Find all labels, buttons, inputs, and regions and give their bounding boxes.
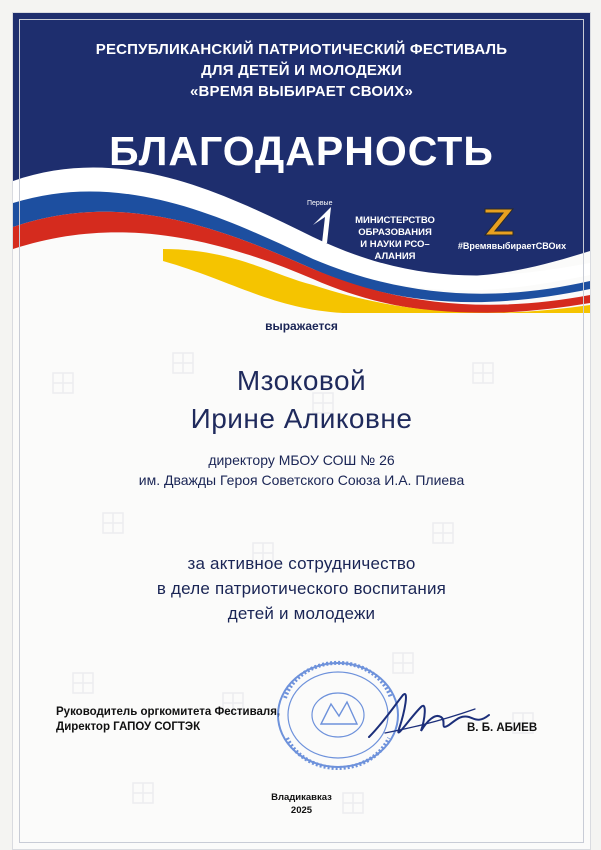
expresses-text: выражается bbox=[265, 319, 338, 333]
ministry-line-2: ОБРАЗОВАНИЯ bbox=[358, 227, 432, 238]
city-label: Владикавказ bbox=[271, 792, 332, 803]
reason-line-2: в деле патриотического воспитания bbox=[156, 579, 447, 598]
position-line-2: им. Дважды Героя Советского Союза И.А. Плиева bbox=[138, 472, 465, 488]
festival-line-3: «ВРЕМЯ ВЫБИРАЕТ СВОИХ» bbox=[189, 83, 414, 100]
pervye-logo-icon bbox=[305, 201, 339, 247]
hashtag-label: #ВремявыбираетСВОих bbox=[457, 241, 567, 251]
position-line-1: директору МБОУ СОШ № 26 bbox=[208, 452, 395, 468]
z-symbol-icon bbox=[481, 206, 517, 238]
certificate-sheet bbox=[12, 12, 591, 850]
year-label: 2025 bbox=[290, 805, 313, 816]
recipient-surname: Мзоковой bbox=[236, 365, 367, 396]
festival-line-1: РЕСПУБЛИКАНСКИЙ ПАТРИОТИЧЕСКИЙ ФЕСТИВАЛЬ bbox=[95, 41, 508, 58]
signer-name: В. Б. АБИЕВ bbox=[467, 722, 538, 734]
reason-line-3: детей и молодежи bbox=[227, 604, 376, 623]
gratitude-reason bbox=[13, 551, 590, 626]
recipient-name bbox=[13, 362, 590, 438]
signer-title bbox=[56, 705, 280, 735]
signer-title-line-1: Руководитель оргкомитета Фестиваля, bbox=[56, 706, 281, 718]
handwritten-signature bbox=[365, 685, 495, 755]
place-and-year bbox=[13, 791, 590, 817]
recipient-given-names: Ирине Аликовне bbox=[190, 403, 413, 434]
recipient-position bbox=[13, 450, 590, 490]
ministry-line-3: И НАУКИ РСО–АЛАНИЯ bbox=[360, 239, 430, 262]
pervye-label: Первые bbox=[307, 200, 333, 207]
signer-title-line-2: Директор ГАПОУ СОГТЭК bbox=[56, 721, 201, 733]
reason-line-1: за активное сотрудничество bbox=[187, 554, 416, 573]
ministry-logo-text bbox=[340, 215, 450, 263]
festival-heading bbox=[13, 39, 590, 102]
certificate-title: БЛАГОДАРНОСТЬ bbox=[109, 128, 494, 174]
festival-line-2: ДЛЯ ДЕТЕЙ И МОЛОДЕЖИ bbox=[201, 62, 402, 79]
ministry-line-1: МИНИСТЕРСТВО bbox=[355, 215, 435, 226]
